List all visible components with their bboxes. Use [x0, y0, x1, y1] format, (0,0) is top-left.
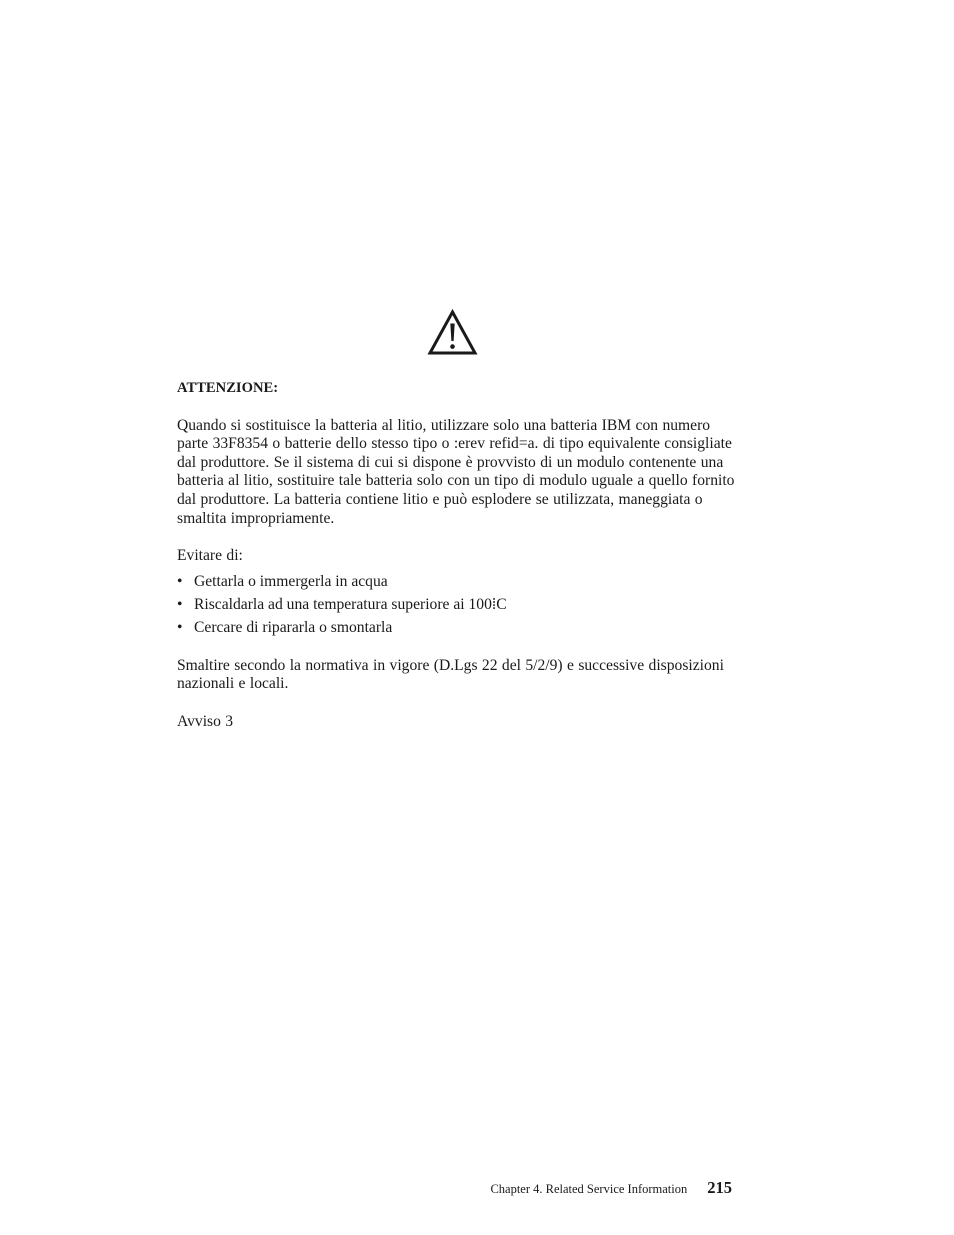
avoid-list	[177, 573, 737, 638]
list-item: • Riscaldarla ad una temperatura superiore ai 100⁞C	[177, 596, 737, 615]
caution-notice	[177, 379, 737, 750]
page-number: 215	[707, 1178, 732, 1197]
notice-reference: Avviso 3	[177, 712, 234, 730]
disposal-paragraph: Smaltire secondo la normativa in vigore (D.Lgs 22 del 5/2/9) e successive disposizioni nazionali e locali.	[177, 656, 724, 693]
list-item: • Gettarla o immergerla in acqua	[177, 573, 737, 592]
avoid-intro: Evitare di:	[177, 547, 243, 565]
list-item: • Cercare di ripararla o smontarla	[177, 619, 737, 638]
battery-replacement-paragraph: Quando si sostituisce la batteria al litio, utilizzare solo una batteria IBM con numero parte 33F8354 o batterie dello stesso tipo o :erev refid=a. di tipo equivalente consigliate dal produttore. Se il sistema di cui si dispone è provvisto di un modulo contenente una batteria al litio, sostituire tale batteria solo con un tipo di modulo uguale a quello fornito dal produttore. La batteria contiene litio e può esplodere se utilizzata, maneggiata o smaltita impropriamente.	[177, 416, 735, 527]
chapter-title: Chapter 4. Related Service Information	[490, 1182, 688, 1196]
warning-triangle-icon	[427, 309, 478, 356]
page-footer	[490, 1178, 732, 1198]
notice-heading: ATTENZIONE:	[177, 380, 279, 396]
